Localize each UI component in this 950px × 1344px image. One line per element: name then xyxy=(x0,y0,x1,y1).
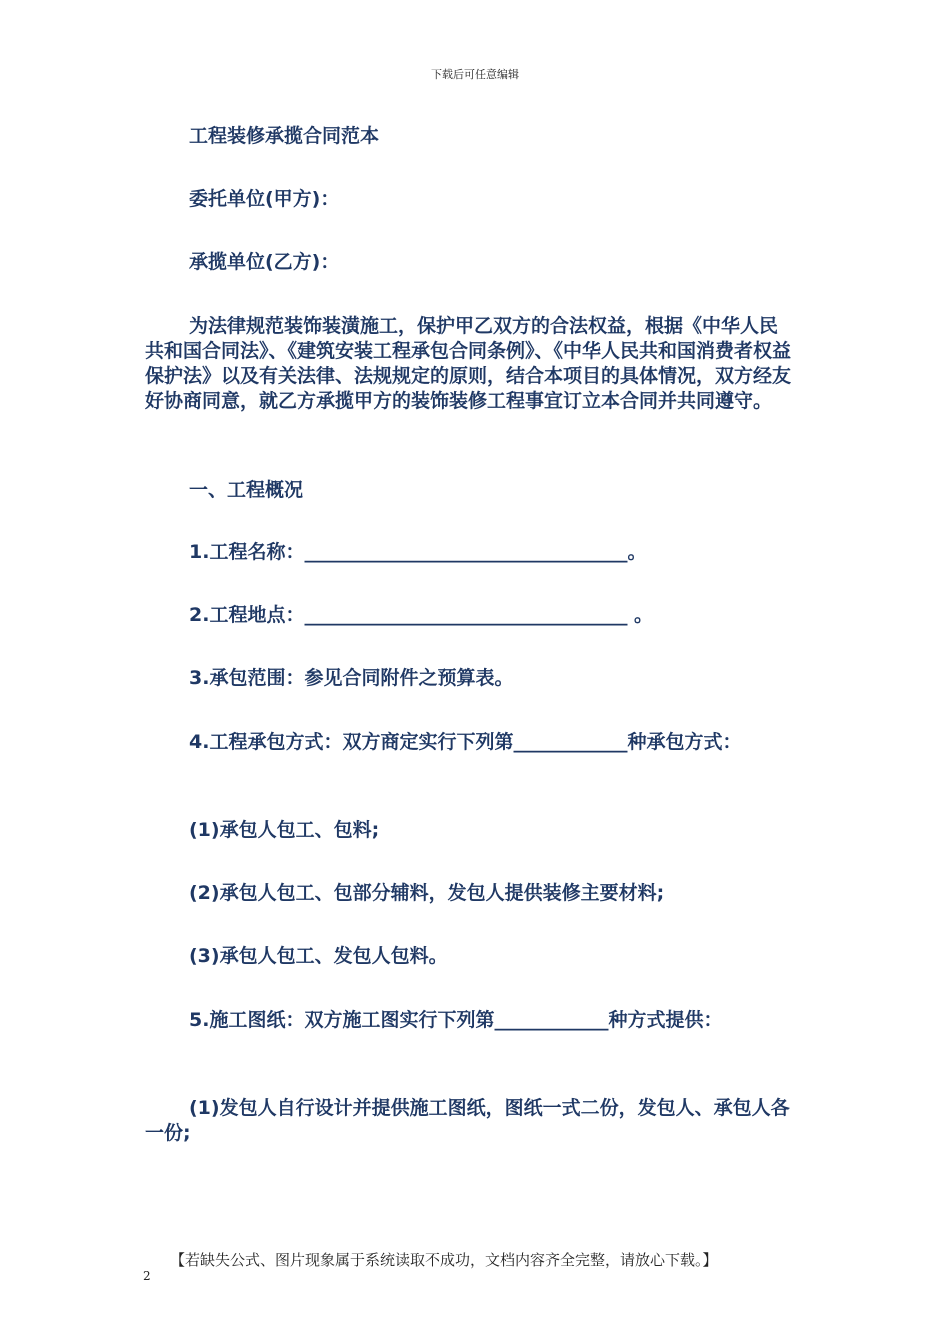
section-heading-project-overview: 一、工程概况 xyxy=(189,479,304,501)
contract-method-option-3: (3)承包人包工、发包人包料。 xyxy=(189,945,448,967)
contract-method-option-1: (1)承包人包工、包料; xyxy=(189,819,380,841)
item-project-location: 2.工程地点：__________________________________ 。 xyxy=(189,604,654,626)
item-contract-scope: 3.承包范围：参见合同附件之预算表。 xyxy=(189,667,514,689)
contract-method-option-2: (2)承包人包工、包部分辅料，发包人提供装修主要材料; xyxy=(189,882,665,904)
header-note: 下载后可任意编辑 xyxy=(431,68,519,81)
item-construction-drawings: 5.施工图纸：双方施工图实行下列第____________种方式提供： xyxy=(189,1009,723,1031)
contractor-party-line: 承揽单位(乙方)： xyxy=(189,251,340,273)
page-number: 2 xyxy=(143,1269,151,1283)
client-party-line: 委托单位(甲方)： xyxy=(189,188,340,210)
item-project-name: 1.工程名称：__________________________________。 xyxy=(189,541,647,563)
preamble-paragraph: 为法律规范装饰装潢施工，保护甲乙双方的合法权益，根据《中华人民共和国合同法》、《建筑安装工程承包合同条例》、《中华人民共和国消费者权益保护法》以及有关法律、法规规定的原则，结合本项目的具体情况，双方经友好协商同意，就乙方承揽甲方的装饰装修工程事宜订立本合同并共同遵守。 xyxy=(145,315,792,412)
drawings-option-1: (1)发包人自行设计并提供施工图纸，图纸一式二份，发包人、承包人各一份; xyxy=(145,1097,790,1144)
document-title: 工程装修承揽合同范本 xyxy=(189,125,380,147)
item-contract-method: 4.工程承包方式：双方商定实行下列第____________种承包方式： xyxy=(189,731,742,753)
footer-note: 【若缺失公式、图片现象属于系统读取不成功，文档内容齐全完整，请放心下载。】 xyxy=(170,1251,718,1269)
